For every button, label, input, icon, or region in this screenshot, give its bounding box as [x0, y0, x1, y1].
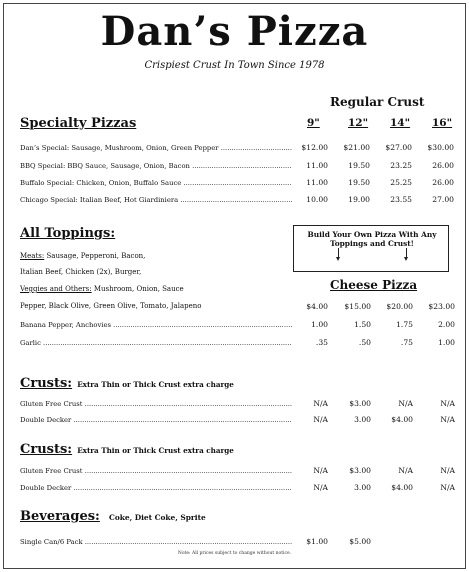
- price: 25.25: [390, 178, 412, 187]
- price: 11.00: [306, 178, 328, 187]
- specialty-item-name: Dan’s Special: Sausage, Mushroom, Onion, Green Pepper .....: [20, 144, 292, 152]
- beverages-heading-line: [20, 505, 206, 524]
- price: $30.00: [427, 143, 454, 152]
- beverage-row-name: Single Can/6 Pack .....: [20, 538, 292, 546]
- price: $5.00: [349, 537, 371, 546]
- price: $4.00: [391, 415, 413, 424]
- specialty-heading: Specialty Pizzas: [20, 116, 137, 131]
- price: 1.00: [438, 338, 455, 347]
- price: .75: [400, 338, 413, 347]
- price: 3.00: [354, 415, 371, 424]
- price: $27.00: [385, 143, 412, 152]
- price: 11.00: [306, 161, 328, 170]
- tagline: Crispiest Crust In Town Since 1978: [144, 60, 325, 71]
- price: 26.00: [432, 178, 454, 187]
- build-your-own-box: [293, 225, 449, 272]
- meats-line: [20, 252, 145, 260]
- price: $21.00: [343, 143, 370, 152]
- price: $12.00: [301, 143, 328, 152]
- price: N/A: [440, 466, 455, 475]
- price: N/A: [313, 466, 328, 475]
- specialty-item-name: Buffalo Special: Chicken, Onion, Buffalo Sauce .....: [20, 179, 292, 187]
- crusts-heading: Crusts:: [20, 376, 73, 391]
- price: 2.00: [438, 320, 455, 329]
- price: 19.50: [348, 178, 370, 187]
- specialty-item-name: BBQ Special: BBQ Sauce, Sausage, Onion, Bacon .....: [20, 162, 292, 170]
- price: N/A: [440, 399, 455, 408]
- size-14: 14": [390, 117, 411, 129]
- price: N/A: [398, 399, 413, 408]
- specialty-item-name: Chicago Special: Italian Beef, Hot Giardiniera .....: [20, 196, 292, 204]
- price: 1.50: [354, 320, 371, 329]
- price: 19.00: [348, 195, 370, 204]
- meats-label: Meats:: [20, 252, 45, 260]
- price: N/A: [313, 399, 328, 408]
- meats-list-cont: Italian Beef, Chicken (2x), Burger,: [20, 268, 142, 276]
- build-your-own-text: Build Your Own Pizza With Any Toppings and Crust!: [307, 230, 437, 248]
- arrow-down-icon: [406, 248, 407, 258]
- meats-list: Sausage, Pepperoni, Bacon,: [46, 252, 146, 260]
- arrow-down-icon: [338, 248, 339, 258]
- price: N/A: [313, 415, 328, 424]
- price: N/A: [440, 415, 455, 424]
- restaurant-title: Dan’s Pizza: [100, 8, 369, 55]
- price: 26.00: [432, 161, 454, 170]
- price: .35: [315, 338, 328, 347]
- price: 1.75: [396, 320, 413, 329]
- price: .50: [358, 338, 371, 347]
- cheese-pizza-heading: Cheese Pizza: [330, 278, 418, 292]
- topping-row-name: Banana Pepper, Anchovies .....: [20, 321, 292, 329]
- price: 1.00: [311, 320, 328, 329]
- footer-note: Note: All prices subject to change without notice.: [177, 551, 292, 556]
- price: N/A: [440, 483, 455, 492]
- price: 23.55: [390, 195, 412, 204]
- price: $15.00: [344, 302, 371, 311]
- regular-crust-heading: Regular Crust: [330, 95, 425, 109]
- size-16: 16": [432, 117, 453, 129]
- price: $23.00: [428, 302, 455, 311]
- crusts-heading-line: [20, 372, 234, 391]
- price: $3.00: [349, 399, 371, 408]
- crust-row-name: Double Decker .....: [20, 484, 292, 492]
- veggies-line: [20, 285, 184, 293]
- crust-row-name: Gluten Free Crust .....: [20, 467, 292, 475]
- crusts-heading: Crusts:: [20, 442, 73, 457]
- veggies-label: Veggies and Others:: [20, 285, 92, 293]
- price: 19.50: [348, 161, 370, 170]
- veggies-list-cont: Pepper, Black Olive, Green Olive, Tomato, Jalapeno: [20, 302, 202, 310]
- size-9: 9": [307, 117, 320, 129]
- price: 10.00: [306, 195, 328, 204]
- toppings-heading: All Toppings:: [20, 226, 116, 241]
- price: $4.00: [306, 302, 328, 311]
- price: 23.25: [390, 161, 412, 170]
- size-12: 12": [348, 117, 369, 129]
- beverages-heading: Beverages:: [20, 509, 100, 524]
- price: $4.00: [391, 483, 413, 492]
- topping-row-name: Garlic .....: [20, 339, 292, 347]
- crusts-heading-line: [20, 438, 234, 457]
- veggies-list: Mushroom, Onion, Sauce: [93, 285, 184, 293]
- crust-row-name: Gluten Free Crust .....: [20, 400, 292, 408]
- price: 27.00: [432, 195, 454, 204]
- crusts-note: Extra Thin or Thick Crust extra charge: [77, 380, 234, 389]
- price: $20.00: [386, 302, 413, 311]
- crusts-note: Extra Thin or Thick Crust extra charge: [77, 446, 234, 455]
- crust-row-name: Double Decker .....: [20, 416, 292, 424]
- price: $1.00: [306, 537, 328, 546]
- price: $3.00: [349, 466, 371, 475]
- beverages-list: Coke, Diet Coke, Sprite: [108, 513, 206, 522]
- price: N/A: [313, 483, 328, 492]
- price: N/A: [398, 466, 413, 475]
- price: 3.00: [354, 483, 371, 492]
